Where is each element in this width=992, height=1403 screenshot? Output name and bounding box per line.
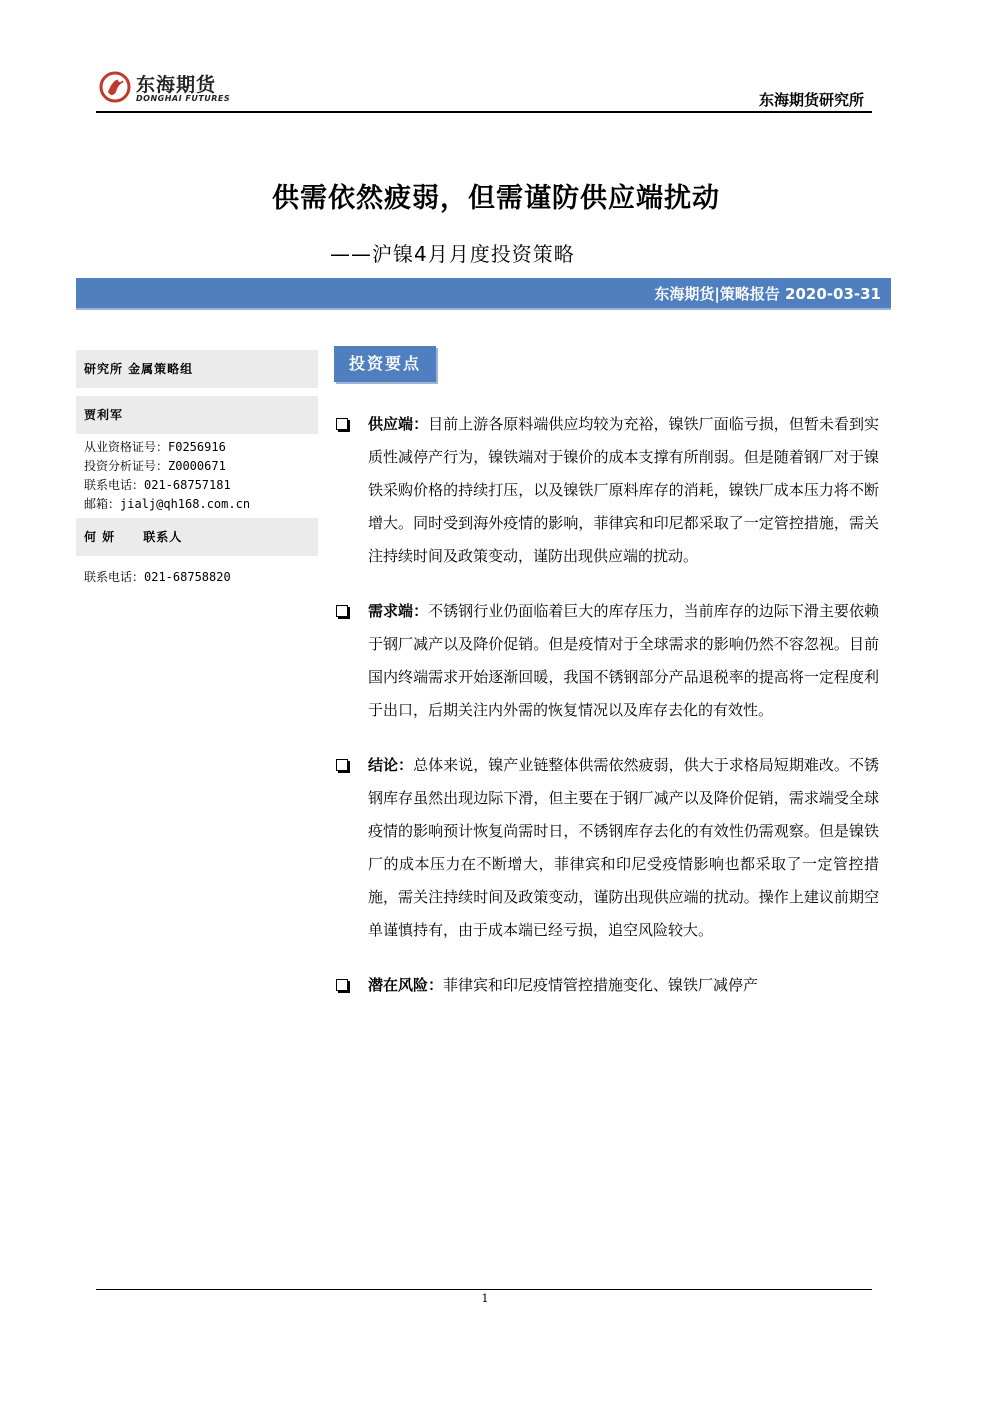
author-sidebar (76, 350, 318, 591)
point-text: 不锈钢行业仍面临着巨大的库存压力，当前库存的边际下滑主要依赖于钢厂减产以及降价促销。但是疫情对于全球需求的影响仍然不容忽视。目前国内终端需求开始逐渐回暖，我国不锈钢部分产品退税率的提高将一定程度利于出口，后期关注内外需的恢复情况以及库存去化的有效性。 (368, 602, 879, 719)
footer-divider (96, 1289, 872, 1290)
report-title: 供需依然疲弱，但需谨防供应端扰动 (272, 183, 720, 214)
logo-chinese-name: 东海期货 (136, 74, 217, 96)
point-text: 总体来说，镍产业链整体供需依然疲弱，供大于求格局短期难改。不锈钢库存虽然出现边际下滑，但主要在于钢厂减产以及降价促销，需求端受全球疫情的影响预计恢复尚需时日，不锈钢库存去化的有效性仍需观察。但是镍铁厂的成本压力在不断增大，菲律宾和印尼受疫情影响也都采取了一定管控措施，需关注持续时间及政策变动，谨防出现供应端的扰动。操作上建议前期空单谨慎持有，由于成本端已经亏损，追空风险较大。 (368, 756, 879, 939)
contact-name: 何 妍 (84, 530, 116, 544)
research-group: 研究所 金属策略组 (76, 350, 318, 388)
point-label: 结论： (368, 756, 414, 774)
checkbox-bullet-icon (336, 605, 348, 617)
list-item (334, 595, 879, 727)
banner-text: 东海期货|策略报告 2020-03-31 (654, 285, 881, 303)
page-number: 1 (481, 1292, 489, 1305)
analyst-phone: 联系电话：021-68757181 (84, 478, 231, 492)
section-tag: 投资要点 (334, 346, 436, 382)
contact-phone: 联系电话：021-68758820 (84, 570, 231, 584)
analyst-email[interactable]: 邮箱：jialj@qh168.com.cn (84, 497, 251, 511)
report-banner (76, 278, 891, 310)
checkbox-bullet-icon (336, 759, 348, 771)
analyst-name: 贾利军 (76, 396, 318, 434)
point-label: 供应端： (368, 415, 429, 433)
institute-name: 东海期货研究所 (758, 91, 864, 109)
analysis-cert-number: 投资分析证号：Z0000671 (84, 459, 226, 473)
list-item (334, 408, 879, 573)
company-logo (98, 68, 238, 108)
list-item (334, 749, 879, 947)
qualification-number: 从业资格证号：F0256916 (84, 440, 226, 454)
point-label: 潜在风险： (368, 976, 444, 994)
logo-english-name: DONGHAI FUTURES (136, 94, 231, 103)
checkbox-bullet-icon (336, 979, 348, 991)
contact-role: 联系人 (143, 530, 183, 544)
key-points-list (334, 408, 879, 1024)
report-subtitle: ——沪镍4月月度投资策略 (330, 242, 575, 266)
header-divider (96, 111, 872, 113)
list-item (334, 969, 879, 1002)
analyst-info (76, 434, 318, 518)
point-label: 需求端： (368, 602, 429, 620)
point-text: 目前上游各原料端供应均较为充裕，镍铁厂面临亏损，但暂未看到实质性减停产行为，镍铁端对于镍价的成本支撑有所削弱。但是随着钢厂对于镍铁采购价格的持续打压，以及镍铁厂原料库存的消耗，镍铁厂成本压力将不断增大。同时受到海外疫情的影响，菲律宾和印尼都采取了一定管控措施，需关注持续时间及政策变动，谨防出现供应端的扰动。 (368, 415, 879, 565)
checkbox-bullet-icon (336, 418, 348, 430)
point-text: 菲律宾和印尼疫情管控措施变化、镍铁厂减停产 (443, 976, 759, 994)
contact-person-row (76, 518, 318, 556)
contact-info (76, 556, 318, 591)
dragon-logo-icon (98, 68, 132, 106)
